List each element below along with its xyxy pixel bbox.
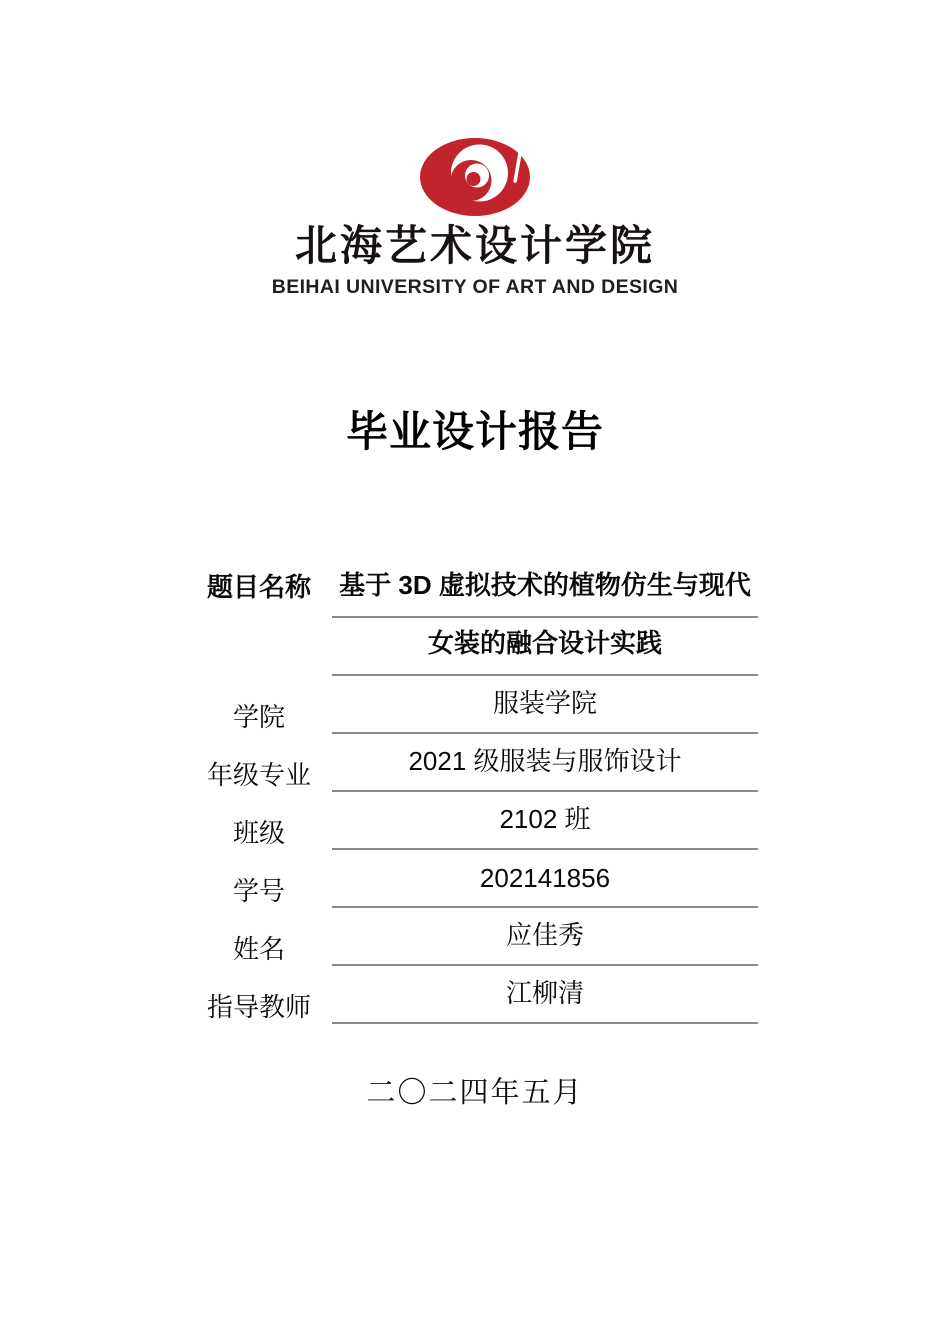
university-logo-swirl-icon bbox=[418, 136, 532, 218]
name-label: 姓名 bbox=[232, 934, 285, 964]
field-row-college bbox=[193, 676, 758, 734]
grade-major-value: 2021 级服装与服饰设计 bbox=[332, 734, 758, 792]
field-row-advisor bbox=[193, 966, 758, 1024]
field-row-grade-major bbox=[193, 734, 758, 792]
topic-value-line1: 基于 3D 虚拟技术的植物仿生与现代 bbox=[332, 565, 758, 618]
topic-label: 题目名称 bbox=[206, 572, 311, 602]
report-date: 二〇二四年五月 bbox=[366, 1077, 584, 1109]
grade-major-label: 年级专业 bbox=[206, 760, 311, 790]
advisor-label: 指导教师 bbox=[206, 992, 311, 1022]
topic-value-line2: 女装的融合设计实践 bbox=[332, 618, 758, 676]
field-row-topic-line2 bbox=[193, 618, 758, 676]
advisor-value: 江柳清 bbox=[332, 966, 758, 1024]
report-title: 毕业设计报告 bbox=[345, 408, 604, 455]
university-name-calligraphy: 北海艺术设计学院 bbox=[294, 221, 655, 270]
college-value: 服装学院 bbox=[332, 676, 758, 734]
college-label: 学院 bbox=[232, 702, 285, 732]
university-name-english: BEIHAI UNIVERSITY OF ART AND DESIGN bbox=[271, 276, 679, 298]
student-id-value: 202141856 bbox=[332, 850, 758, 908]
field-row-name bbox=[193, 908, 758, 966]
class-label: 班级 bbox=[232, 818, 285, 848]
class-value: 2102 班 bbox=[332, 792, 758, 850]
cover-form bbox=[193, 565, 758, 1024]
field-row-topic-line1 bbox=[193, 565, 758, 618]
topic-label-spacer bbox=[193, 618, 325, 676]
field-row-class bbox=[193, 792, 758, 850]
name-value: 应佳秀 bbox=[332, 908, 758, 966]
field-row-student-id bbox=[193, 850, 758, 908]
student-id-label: 学号 bbox=[232, 876, 285, 906]
